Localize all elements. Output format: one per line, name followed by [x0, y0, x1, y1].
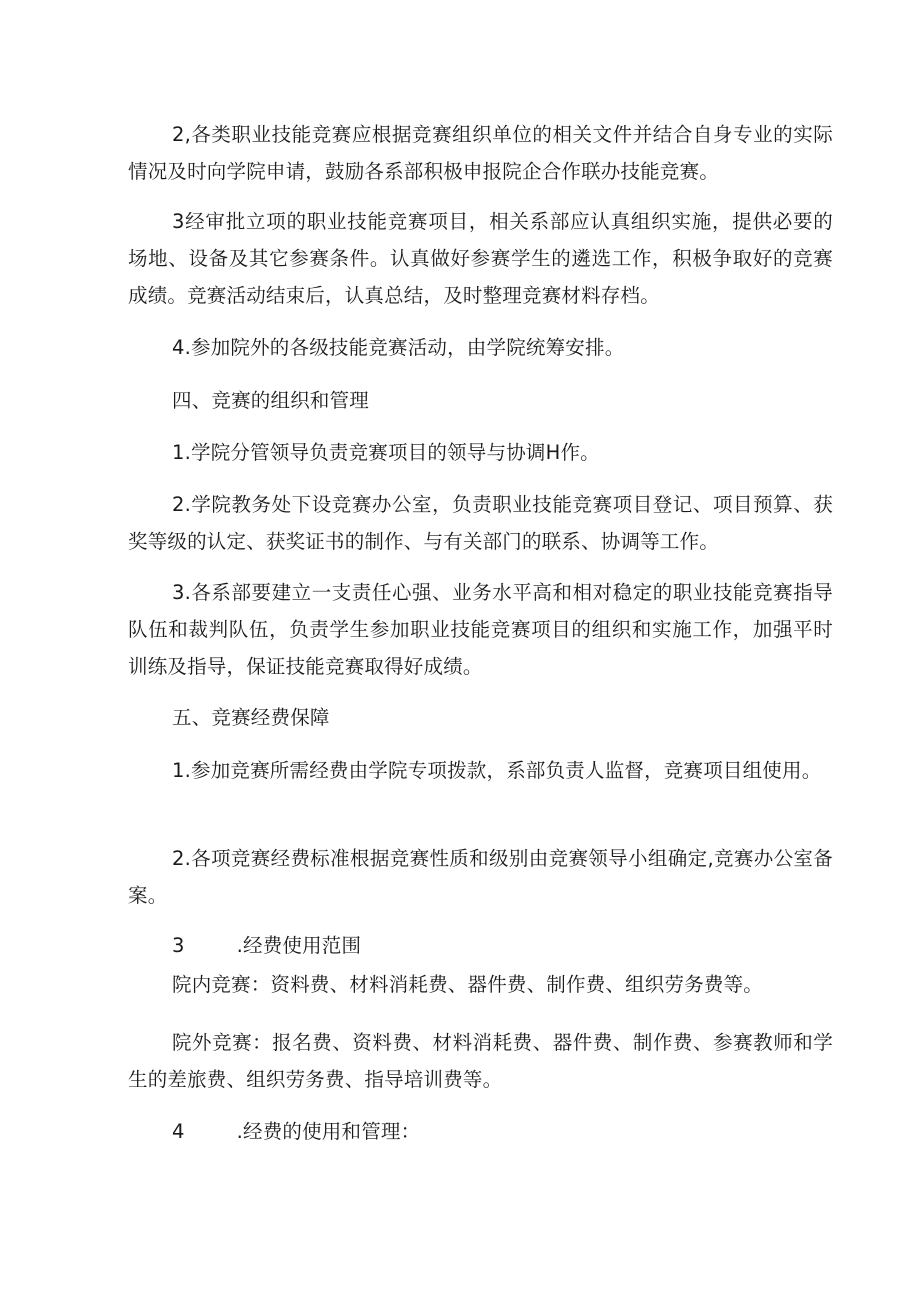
paragraph-competition-office: 2.学院教务处下设竞赛办公室，负责职业技能竞赛项目登记、项目预算、获奖等级的认定、获奖证书的制作、与有关部门的联系、协调等工作。 — [128, 493, 833, 553]
paragraph-approval: 3经审批立项的职业技能竞赛项目，相关系部应认真组织实施，提供必要的场地、设备及其它参赛条件。认真做好参赛学生的遴选工作，积极争取好的竞赛成绩。竞赛活动结束后，认真总结，及时整理竞赛材料存档。 — [128, 210, 833, 307]
paragraph-leadership: 1.学院分管领导负责竞赛项目的领导与协调H作。 — [172, 441, 600, 464]
paragraph-funding-management — [128, 1113, 833, 1150]
paragraph-funding-scope — [128, 927, 833, 964]
item-number: 3 — [172, 934, 185, 957]
paragraph-funding-source: 1.参加竞赛所需经费由学院专项拨款，系部负责人监督，竞赛项目组使用。 — [172, 759, 822, 782]
paragraph-guidance-team: 3.各系部要建立一支责任心强、业务水平高和相对稳定的职业技能竞赛指导队伍和裁判队伍，负责学生参加职业技能竞赛项目的组织和实施工作，加强平时训练及指导，保证技能竞赛取得好成绩。 — [128, 581, 833, 678]
section-heading-funding: 五、竞赛经费保障 — [172, 706, 330, 729]
paragraph-internal-costs: 院内竞赛：资料费、材料消耗费、器件费、制作费、组织劳务费等。 — [172, 973, 764, 996]
paragraph-external-competition: 4.参加院外的各级技能竞赛活动，由学院统筹安排。 — [172, 336, 625, 359]
item-number: 4 — [172, 1120, 185, 1143]
section-heading-organization: 四、竞赛的组织和管理 — [172, 389, 370, 412]
paragraph-application: 2,各类职业技能竞赛应根据竞赛组织单位的相关文件并结合自身专业的实际情况及时向学院申请，鼓励各系部积极申报院企合作联办技能竞赛。 — [128, 123, 833, 183]
paragraph-funding-standard: 2.各项竞赛经费标准根据竞赛性质和级别由竞赛领导小组确定,竞赛办公室备案。 — [128, 847, 833, 907]
item-title: .经费使用范围 — [236, 934, 362, 957]
paragraph-external-costs: 院外竞赛：报名费、资料费、材料消耗费、器件费、制作费、参赛教师和学生的差旅费、组织劳务费、指导培训费等。 — [128, 1031, 833, 1091]
item-title: .经费的使用和管理： — [236, 1120, 421, 1143]
